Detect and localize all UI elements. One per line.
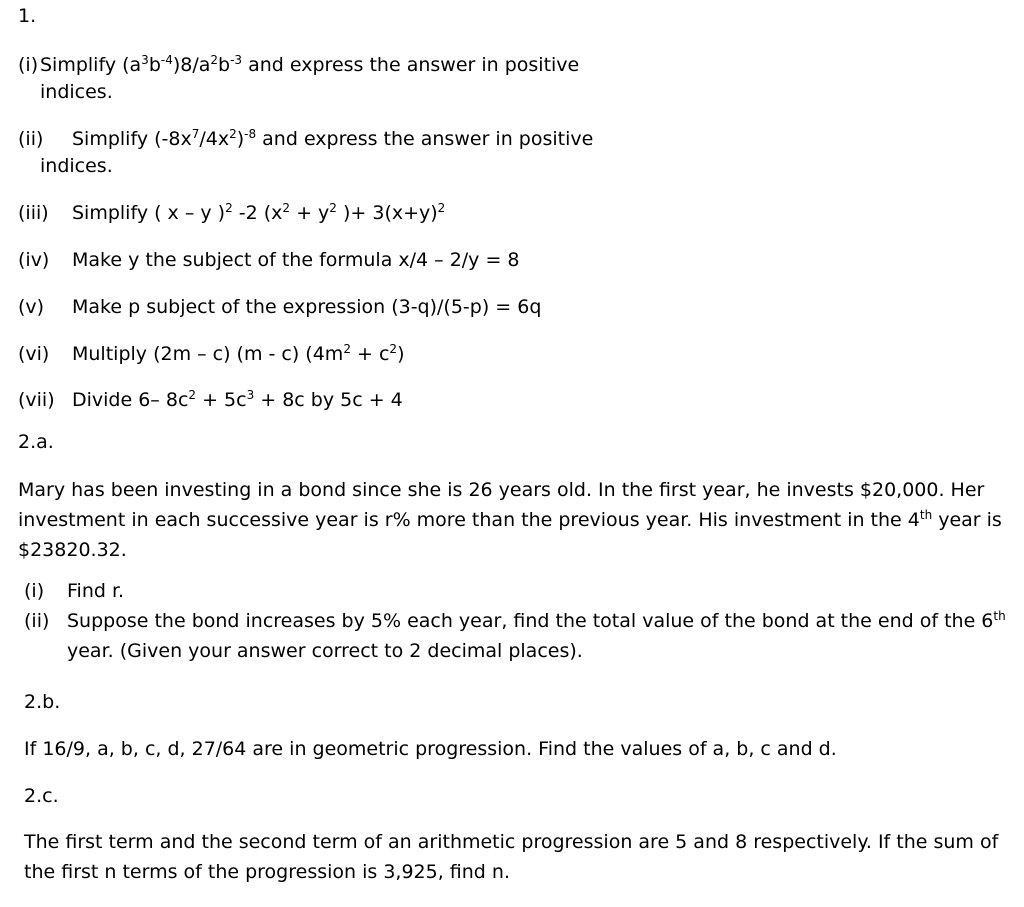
item-number: (ii): [24, 610, 50, 632]
item-text: Simplify ( x – y )$^2$ -2 ($x^2 + y^2$ )+ $3(x+y)^2$: [72, 201, 446, 224]
item-number: (i): [18, 54, 39, 76]
item-number: (vi): [18, 343, 50, 365]
q2c-heading: 2.c.: [24, 785, 59, 807]
item-number: (iv): [18, 249, 50, 271]
q2c-line: The first term and the second term of an arithmetic progression are 5 and 8 respectively. If the sum of: [24, 831, 999, 853]
item-text: Simplify $(a^3b^{-4})8/a^2b^{-3}$ and express the answer in positive: [40, 53, 580, 76]
item-text: Make y the subject of the formula x/4 – 2/y = 8: [72, 249, 520, 271]
item-text: Find r.: [67, 580, 125, 602]
q2b-text: If 16/9, a, b, c, d, 27/64 are in geometric progression. Find the values of a, b, c and d.: [24, 738, 837, 760]
q2a-paragraph-line: $23820.32.: [18, 539, 127, 561]
q1-item-i-continuation: indices.: [40, 81, 113, 103]
item-text: Multiply (2m – c) (m - c) $(4m^2 + c^2)$: [72, 342, 405, 365]
q2a-item-ii-continuation: year. (Given your answer correct to 2 decimal places).: [67, 640, 583, 662]
item-number: (vii): [18, 389, 55, 411]
q2c-line: the first n terms of the progression is 3,925, find n.: [24, 861, 510, 883]
q2a-paragraph-line: investment in each successive year is r% more than the previous year. His investment in the 4th year is: [18, 508, 1002, 531]
q2a-heading: 2.a.: [18, 431, 54, 453]
q2b-heading: 2.b.: [24, 691, 61, 713]
item-number: (ii): [18, 128, 44, 150]
item-number: (i): [24, 580, 45, 602]
item-number: (v): [18, 296, 45, 318]
q1-item-ii-continuation: indices.: [40, 155, 113, 177]
item-text: Divide 6– $8c^2 + 5c^3 + 8c$ by 5c + 4: [72, 388, 403, 411]
item-text: Suppose the bond increases by 5% each year, find the total value of the bond at the end of the 6th: [67, 609, 1006, 632]
q2a-paragraph-line: Mary has been investing in a bond since she is 26 years old. In the first year, he invests $20,000. Her: [18, 479, 985, 501]
q1-heading: 1.: [18, 5, 37, 27]
item-number: (iii): [18, 202, 49, 224]
item-text: Make p subject of the expression (3-q)/(5-p) = 6q: [72, 296, 542, 318]
item-text: Simplify $(-8x^7/4x^2)^{-8}$ and express the answer in positive: [72, 127, 594, 150]
